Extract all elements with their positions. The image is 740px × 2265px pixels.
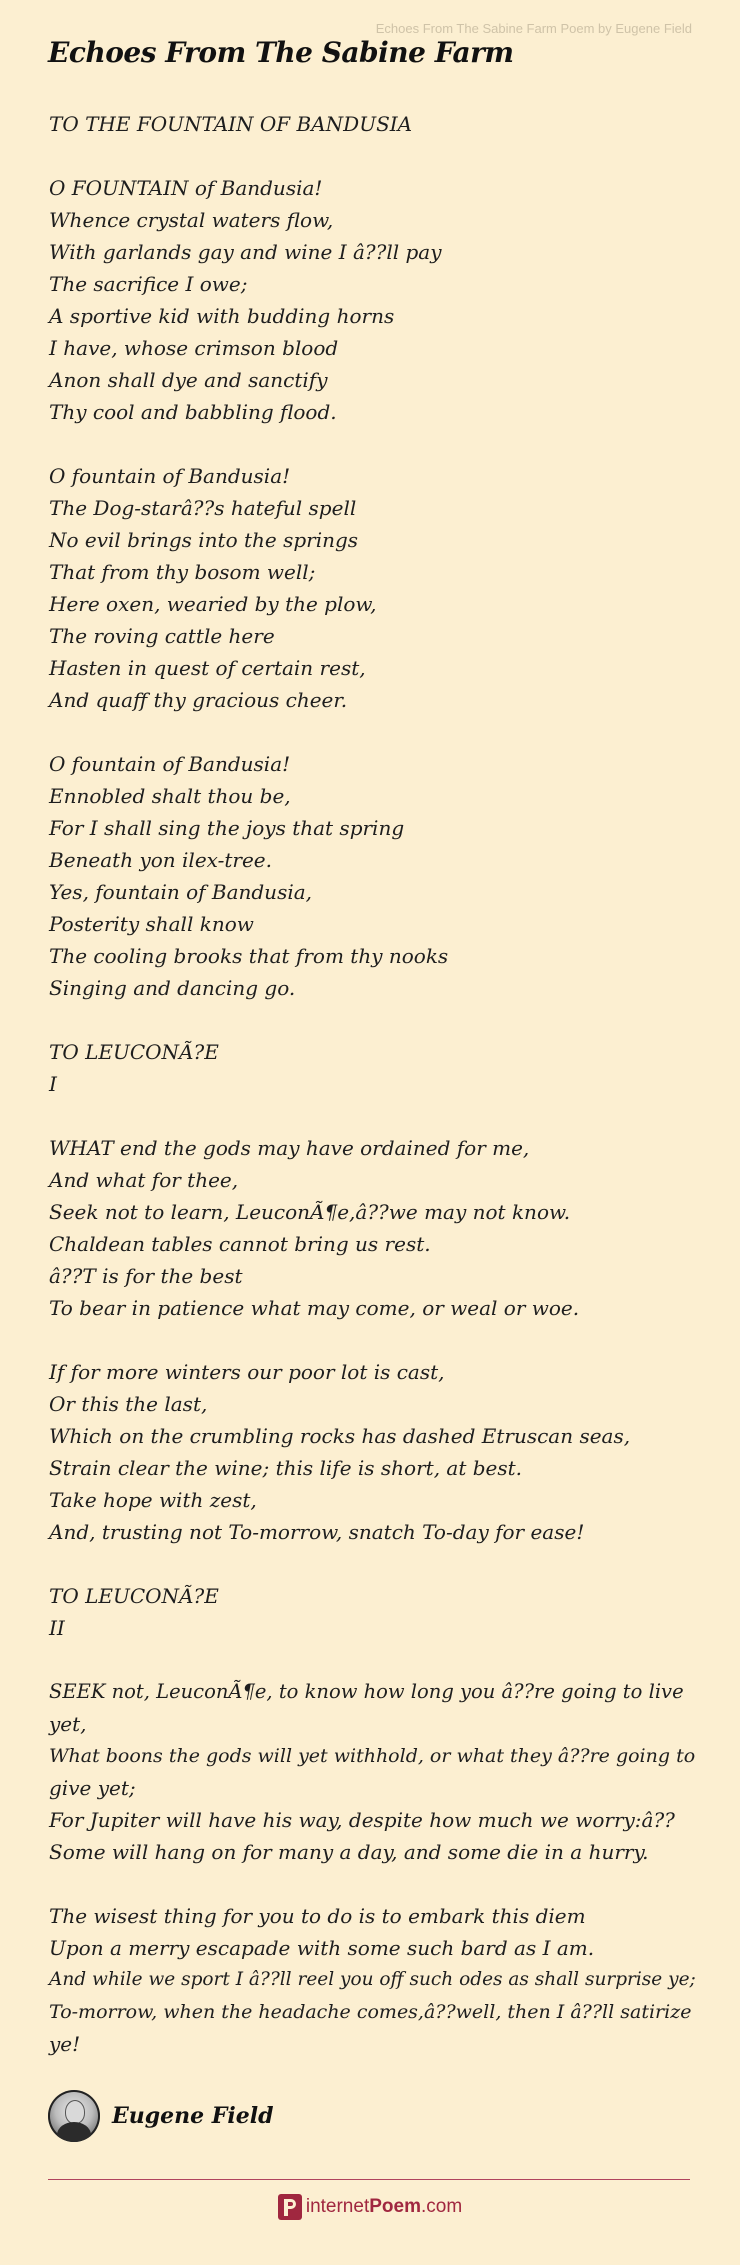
author-name[interactable]: Eugene Field <box>112 2103 274 2129</box>
poem-title: Echoes From The Sabine Farm <box>48 36 514 69</box>
poem-line: Hasten in quest of certain rest, <box>49 656 366 680</box>
avatar-head-shape <box>65 2100 85 2124</box>
poem-line: For I shall sing the joys that spring <box>49 816 405 840</box>
poem-line: Take hope with zest, <box>49 1488 257 1512</box>
poem-line: TO THE FOUNTAIN OF BANDUSIA <box>49 112 413 136</box>
poem-line: Yes, fountain of Bandusia, <box>49 880 313 904</box>
author-block[interactable] <box>48 2090 274 2142</box>
stanza-break <box>49 1100 699 1132</box>
poem-line: And quaff thy gracious cheer. <box>49 688 348 712</box>
stanza-break <box>49 716 699 748</box>
author-avatar[interactable] <box>48 2090 100 2142</box>
stanza-break <box>49 1868 699 1900</box>
watermark-text: Echoes From The Sabine Farm Poem by Eugene Field <box>375 21 692 36</box>
poem-line: Posterity shall know <box>49 912 254 936</box>
stanza-break <box>49 1644 699 1676</box>
footer-divider <box>48 2179 690 2180</box>
poem-line: With garlands gay and wine I â??ll pay <box>49 240 442 264</box>
poem-line: I have, whose crimson blood <box>49 336 339 360</box>
poem-line: â??T is for the best <box>49 1264 243 1288</box>
stanza-break <box>49 428 699 460</box>
poem-line: II <box>49 1616 65 1640</box>
poem-line: And while we sport I â??ll reel you off such odes as shall surprise ye; <box>49 1969 696 1990</box>
stanza-break <box>49 1004 699 1036</box>
logo-prefix: internet <box>305 2196 370 2217</box>
poem-line: Strain clear the wine; this life is short, at best. <box>49 1456 523 1480</box>
poem-line: TO LEUCONÃ?E <box>49 1584 219 1608</box>
poem-line: Ennobled shalt thou be, <box>49 784 291 808</box>
poem-line: The sacrifice I owe; <box>49 272 248 296</box>
poem-line: I <box>49 1072 57 1096</box>
poem-line: Upon a merry escapade with some such bard as I am. <box>49 1936 595 1960</box>
logo-bold: Poem <box>369 2196 421 2217</box>
poem-body <box>49 108 699 2060</box>
internetpoem-logo-icon <box>278 2194 302 2220</box>
site-logo[interactable] <box>0 2194 740 2220</box>
poem-line: The Dog-starâ??s hateful spell <box>49 496 357 520</box>
poem-line: Chaldean tables cannot bring us rest. <box>49 1232 431 1256</box>
poem-line: Singing and dancing go. <box>49 976 296 1000</box>
poem-line: Thy cool and babbling flood. <box>49 400 337 424</box>
poem-line: To bear in patience what may come, or weal or woe. <box>49 1296 580 1320</box>
poem-line: Whence crystal waters flow, <box>49 208 334 232</box>
poem-line: O FOUNTAIN of Bandusia! <box>49 176 323 200</box>
poem-line: A sportive kid with budding horns <box>49 304 395 328</box>
poem-line: Which on the crumbling rocks has dashed Etruscan seas, <box>49 1424 631 1448</box>
poem-line: Anon shall dye and sanctify <box>49 368 328 392</box>
poem-line: To-morrow, when the headache comes,â??well, then I â??ll satirize <box>49 2001 692 2023</box>
poem-line: ye! <box>49 2032 81 2056</box>
poem-line: What boons the gods will yet withhold, or what they â??re going to <box>49 1745 696 1767</box>
poem-line: give yet; <box>49 1776 136 1800</box>
poem-line: If for more winters our poor lot is cast, <box>49 1360 445 1384</box>
poem-line: Here oxen, wearied by the plow, <box>49 592 377 616</box>
logo-suffix: .com <box>420 2196 463 2217</box>
stanza-break <box>49 1324 699 1356</box>
avatar-body-shape <box>57 2122 91 2142</box>
poem-line: Beneath yon ilex-tree. <box>49 848 272 872</box>
poem-line: The cooling brooks that from thy nooks <box>49 944 449 968</box>
poem-line: And what for thee, <box>49 1168 239 1192</box>
poem-line: yet, <box>49 1712 87 1736</box>
poem-line: WHAT end the gods may have ordained for me, <box>49 1136 530 1160</box>
poem-line: O fountain of Bandusia! <box>49 752 291 776</box>
stanza-break <box>49 140 699 172</box>
poem-line: O fountain of Bandusia! <box>49 464 291 488</box>
poem-line: For Jupiter will have his way, despite how much we worry:â?? <box>49 1808 675 1832</box>
poem-line: TO LEUCONÃ?E <box>49 1040 219 1064</box>
poem-line: Or this the last, <box>49 1392 208 1416</box>
stanza-break <box>49 1548 699 1580</box>
site-logo-text <box>306 2196 462 2218</box>
poem-line: SEEK not, LeuconÃ¶e, to know how long you â??re going to live <box>49 1680 684 1703</box>
poem-line: Some will hang on for many a day, and some die in a hurry. <box>49 1840 649 1864</box>
poem-line: That from thy bosom well; <box>49 560 316 584</box>
poem-line: No evil brings into the springs <box>49 528 359 552</box>
poem-line: The wisest thing for you to do is to embark this diem <box>49 1904 586 1928</box>
poem-line: And, trusting not To-morrow, snatch To-day for ease! <box>49 1520 585 1544</box>
poem-line: Seek not to learn, LeuconÃ¶e,â??we may not know. <box>49 1200 571 1224</box>
poem-line: The roving cattle here <box>49 624 275 648</box>
